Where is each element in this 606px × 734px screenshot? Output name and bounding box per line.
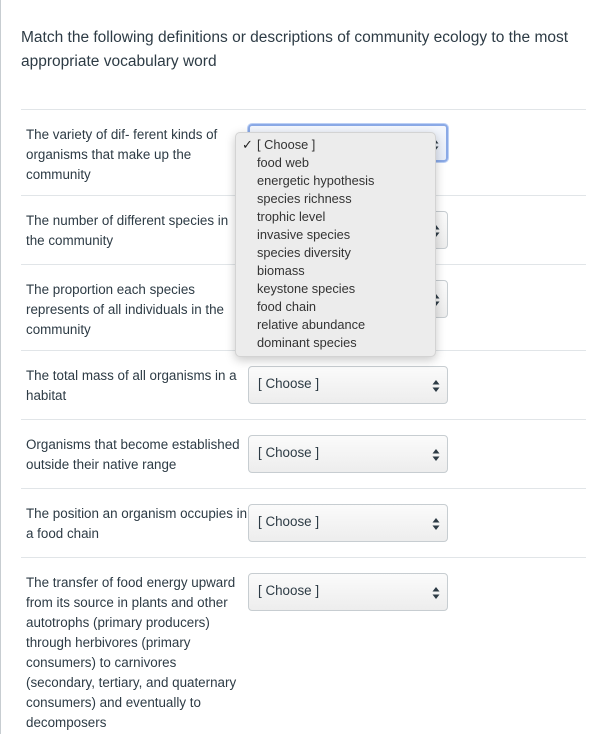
select-arrows-icon xyxy=(432,448,440,462)
select-arrows-icon xyxy=(432,517,440,531)
answer-select-7[interactable] xyxy=(248,573,448,611)
checkmark-icon: ✓ xyxy=(242,137,253,152)
definition-text: The variety of dif- ferent kinds of organisms that make up the community xyxy=(26,127,218,182)
row-divider xyxy=(21,109,586,110)
dropdown-menu[interactable] xyxy=(235,132,436,357)
option-label: dominant species xyxy=(257,335,357,350)
select-arrows-icon xyxy=(432,379,440,393)
select-value: [ Choose ] xyxy=(258,445,320,460)
answer-select-5[interactable] xyxy=(248,435,448,473)
option-label: trophic level xyxy=(257,209,326,224)
option-label: [ Choose ] xyxy=(257,137,316,152)
option-label: relative abundance xyxy=(257,317,366,332)
definition-text: Organisms that become established outside their native range xyxy=(26,437,240,472)
dropdown-option[interactable] xyxy=(236,334,435,352)
definition-text: The number of different species in the community xyxy=(26,213,229,248)
row-divider xyxy=(21,488,586,489)
option-label: food web xyxy=(257,155,309,170)
row-divider xyxy=(21,419,586,420)
definition-text: The total mass of all organisms in a habitat xyxy=(26,368,237,403)
dropdown-option[interactable] xyxy=(236,226,435,244)
dropdown-option[interactable] xyxy=(236,298,435,316)
dropdown-option[interactable] xyxy=(236,280,435,298)
definition-text: The proportion each species represents of all individuals in the community xyxy=(26,282,224,337)
answer-select-4[interactable] xyxy=(248,366,448,404)
select-value: [ Choose ] xyxy=(258,376,320,391)
select-value: [ Choose ] xyxy=(258,583,320,598)
dropdown-option[interactable] xyxy=(236,208,435,226)
option-label: biomass xyxy=(257,263,305,278)
definition-text: The transfer of food energy upward from its source in plants and other autotrophs (primary producers) through herbivores (primary consumers) to carnivores (secondary, tertiary, and quaternary consumers) and eventually to decomposers xyxy=(26,575,237,730)
dropdown-option[interactable] xyxy=(236,316,435,334)
definition-text: The position an organism occupies in a food chain xyxy=(26,506,248,541)
row-divider xyxy=(21,557,586,558)
dropdown-option[interactable] xyxy=(236,262,435,280)
dropdown-option[interactable] xyxy=(236,244,435,262)
question-prompt: Match the following definitions or descriptions of community ecology to the most appropriate vocabulary word xyxy=(21,29,569,70)
option-label: invasive species xyxy=(257,227,351,242)
option-label: keystone species xyxy=(257,281,356,296)
select-value: [ Choose ] xyxy=(258,514,320,529)
option-label: food chain xyxy=(257,299,317,314)
dropdown-option[interactable] xyxy=(236,190,435,208)
select-arrows-icon xyxy=(432,586,440,600)
dropdown-option[interactable] xyxy=(236,154,435,172)
dropdown-option[interactable] xyxy=(236,172,435,190)
option-label: species richness xyxy=(257,191,352,206)
answer-select-6[interactable] xyxy=(248,504,448,542)
option-label: energetic hypothesis xyxy=(257,173,375,188)
dropdown-option[interactable] xyxy=(236,136,435,154)
option-label: species diversity xyxy=(257,245,351,260)
page-left-border xyxy=(0,0,1,734)
